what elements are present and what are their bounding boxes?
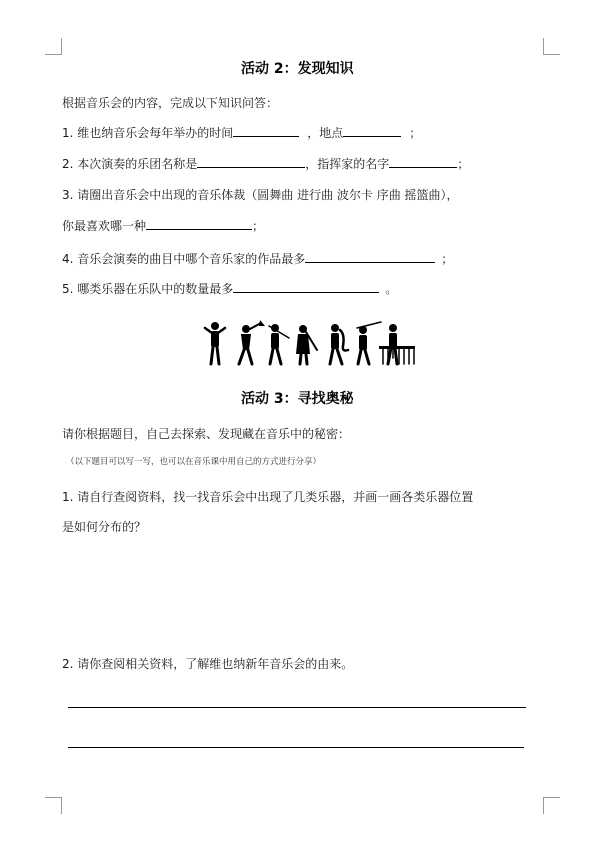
conductor-answer-blank[interactable]	[389, 155, 457, 168]
question-1-text: 1. 维也纳音乐会每年举办的时间	[62, 126, 234, 140]
answer-line[interactable]	[68, 707, 526, 708]
activity2-title: 活动 2：发现知识	[241, 61, 354, 77]
page-corner-mark	[543, 38, 560, 55]
flutist-icon	[357, 322, 381, 364]
violinist-icon	[269, 324, 289, 364]
favorite-genre-answer-blank[interactable]	[146, 217, 252, 230]
question-1-location-label: ，地点	[307, 126, 344, 140]
musicians-illustration	[203, 320, 417, 366]
location-answer-blank[interactable]	[343, 124, 401, 137]
composer-answer-blank[interactable]	[305, 250, 435, 263]
question-2	[62, 155, 469, 172]
question-3-line2	[62, 217, 264, 234]
saxophonist-icon	[330, 324, 348, 364]
activity3-question-2: 2. 请你查阅相关资料，了解维也纳新年音乐会的由来。	[62, 657, 354, 671]
question-2-end: ；	[457, 157, 470, 171]
question-5-end: 。	[385, 282, 398, 296]
question-4-end: ；	[441, 252, 454, 266]
orchestra-answer-blank[interactable]	[197, 155, 305, 168]
answer-line[interactable]	[68, 747, 524, 748]
activity3-title: 活动 3：寻找奥秘	[241, 391, 354, 407]
question-3-line1: 3. 请圈出音乐会中出现的音乐体裁（圆舞曲 进行曲 波尔卡 序曲 摇篮曲），	[62, 188, 459, 202]
page-corner-mark	[543, 797, 560, 814]
question-1	[62, 124, 421, 141]
time-answer-blank[interactable]	[233, 124, 299, 137]
question-4	[62, 250, 453, 267]
activity3-question-1-line2: 是如何分布的？	[62, 520, 147, 534]
activity3-question-1-line1: 1. 请自行查阅资料，找一找音乐会中出现了几类乐器，并画一画各类乐器位置	[62, 490, 474, 504]
page-corner-mark	[45, 797, 62, 814]
question-3-end: ；	[252, 219, 265, 233]
question-2-conductor-label: ，指挥家的名字	[305, 157, 390, 171]
question-5-text: 5. 哪类乐器在乐队中的数量最多	[62, 282, 234, 296]
clarinetist-icon	[296, 325, 317, 364]
question-2-text: 2. 本次演奏的乐团名称是	[62, 157, 198, 171]
page-corner-mark	[45, 38, 62, 55]
conductor-icon	[205, 322, 225, 364]
question-5	[62, 280, 397, 297]
question-1-end: ；	[409, 126, 422, 140]
instrument-answer-blank[interactable]	[233, 280, 379, 293]
activity3-note: （以下题目可以写一写，也可以在音乐课中用自己的方式进行分享）	[66, 457, 322, 467]
activity3-intro: 请你根据题目，自己去探索、发现藏在音乐中的秘密：	[62, 427, 351, 441]
question-4-text: 4. 音乐会演奏的曲目中哪个音乐家的作品最多	[62, 252, 306, 266]
xylophonist-icon	[379, 324, 415, 364]
trumpet-player-icon	[239, 320, 265, 364]
question-3-favorite-label: 你最喜欢哪一种	[62, 219, 147, 233]
activity2-intro: 根据音乐会的内容，完成以下知识问答：	[62, 96, 279, 110]
